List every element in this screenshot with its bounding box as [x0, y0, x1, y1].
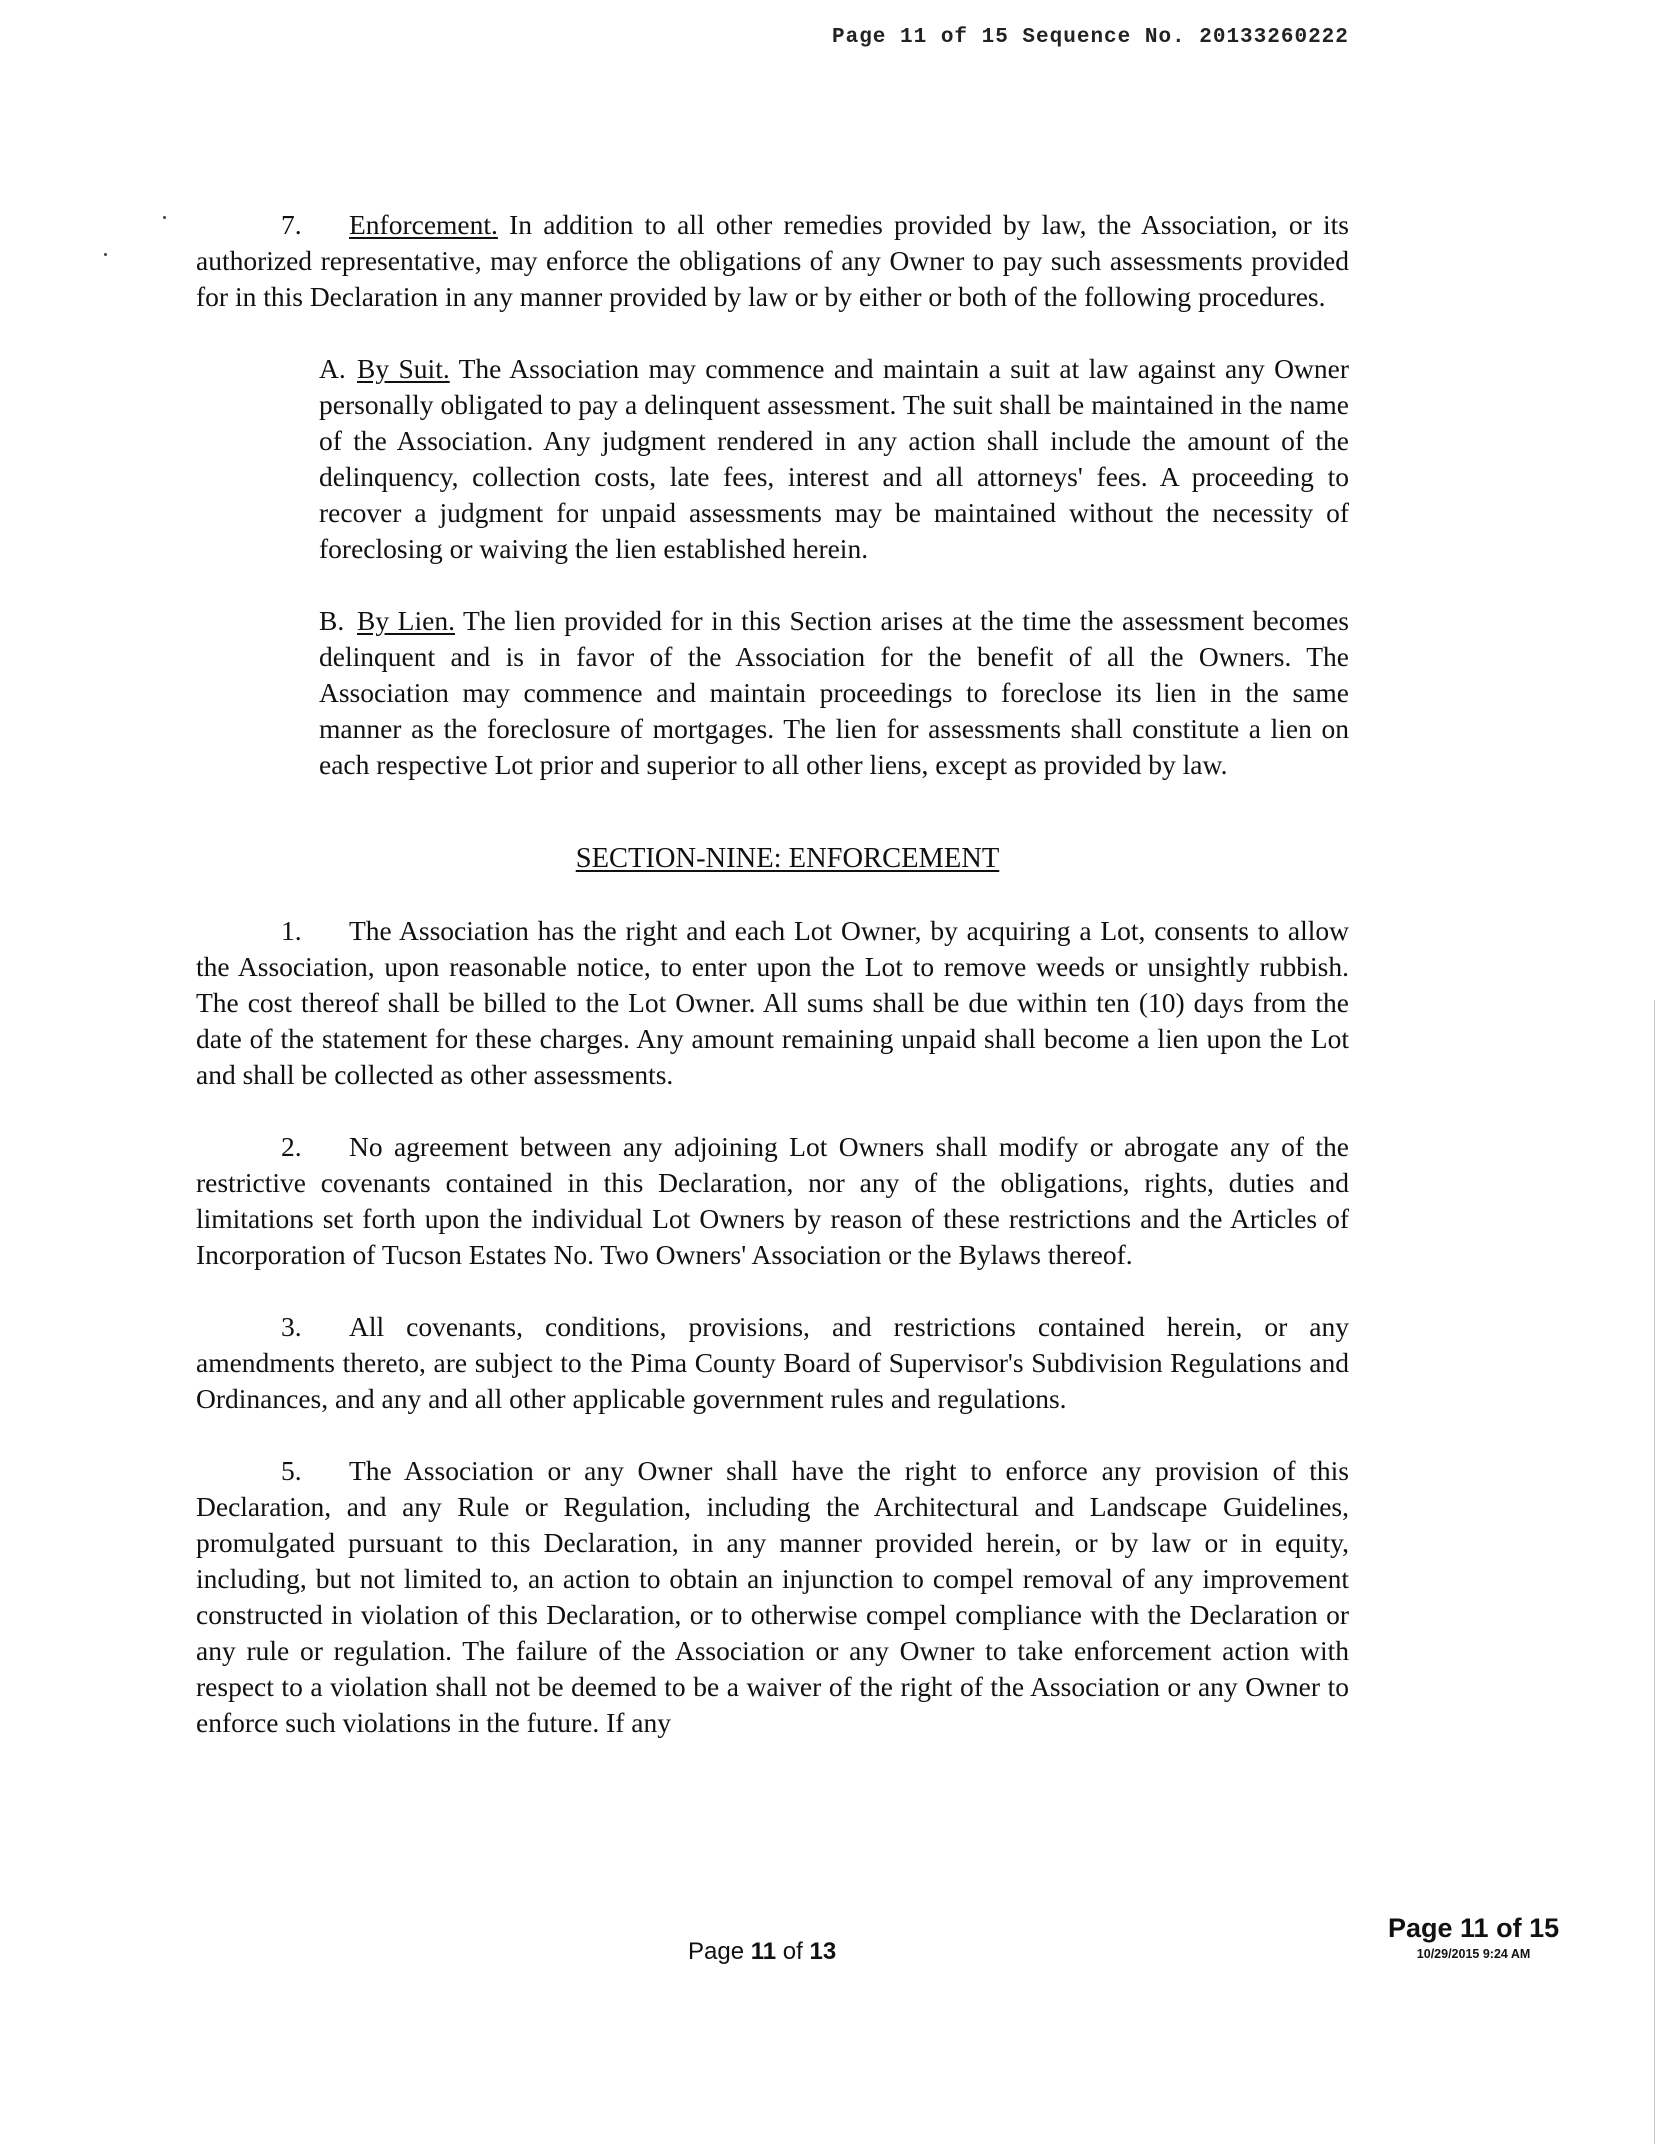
- subparagraph-letter: B.: [319, 605, 345, 636]
- subparagraph-a-by-suit: [319, 351, 1349, 567]
- paragraph-text: All covenants, conditions, provisions, and restrictions contained herein, or any amendments thereto, are subject to the Pima County Board of Supervisor's Subdivision Regulations and Ordinances, and any and all other applicable government rules and regulations.: [196, 1311, 1349, 1414]
- scan-edge-line: [1654, 1000, 1655, 2144]
- recording-stamp-footer: [1388, 1913, 1559, 1961]
- paragraph-text: The Association or any Owner shall have the right to enforce any provision of this Declaration, and any Rule or Regulation, including the Architectural and Landscape Guidelines, promulgated pursuant to this Declaration, in any manner provided herein, or by law or in equity, including, but not limited to, an action to obtain an injunction to compel removal of any improvement constructed in violation of this Declaration, or to otherwise compel compliance with the Declaration or any rule or regulation. The failure of the Association or any Owner to take enforcement action with respect to a violation shall not be deemed to be a waiver of the right of the Association or any Owner to enforce such violations in the future. If any: [196, 1455, 1349, 1738]
- recording-stamp-header: Page 11 of 15 Sequence No. 20133260222: [832, 26, 1349, 49]
- paragraph-number: 5.: [281, 1455, 302, 1486]
- page-of: of: [782, 1938, 803, 1965]
- paragraph-number: 3.: [281, 1311, 302, 1342]
- page-label: Page: [688, 1938, 745, 1965]
- section-heading: [196, 841, 1349, 877]
- scan-speck: [104, 253, 107, 256]
- paragraph-number: 1.: [281, 915, 302, 946]
- subparagraph-text: The lien provided for in this Section arises at the time the assessment becomes delinquent and is in favor of the Association for the benefit of all the Owners. The Association may commence and maintain proceedings to foreclose its lien in the same manner as the foreclosure of mortgages. The lien for assessments shall constitute a lien on each respective Lot prior and superior to all other liens, except as provided by law.: [319, 605, 1349, 780]
- document-page-number: [688, 1938, 836, 1966]
- subparagraph-text: The Association may commence and maintain a suit at law against any Owner personally obligated to pay a delinquent assessment. The suit shall be maintained in the name of the Association. Any judgment rendered in any action shall include the amount of the delinquency, collection costs, late fees, interest and all attorneys' fees. A proceeding to recover a judgment for unpaid assessments may be maintained without the necessity of foreclosing or waiving the lien established herein.: [319, 353, 1350, 564]
- recording-datetime: 10/29/2015 9:24 AM: [1416, 1947, 1531, 1961]
- page-current: 11: [750, 1938, 777, 1965]
- paragraph-text: In addition to all other remedies provided by law, the Association, or its authorized representative, may enforce the obligations of any Owner to pay such assessments provided for in this Declaration in any manner provided by law or by either or both of the following procedures.: [196, 209, 1349, 312]
- paragraph-text: The Association has the right and each Lot Owner, by acquiring a Lot, consents to allow the Association, upon reasonable notice, to enter upon the Lot to remove weeds or unsightly rubbish. The cost thereof shall be billed to the Lot Owner. All sums shall be due within ten (10) days from the date of the statement for these charges. Any amount remaining unpaid shall become a lien upon the Lot and shall be collected as other assessments.: [196, 915, 1349, 1090]
- scan-speck: [163, 216, 166, 219]
- subparagraph-heading: By Lien.: [357, 605, 455, 636]
- paragraph-2: [196, 1129, 1349, 1273]
- subparagraph-letter: A.: [319, 353, 346, 384]
- paragraph-3: [196, 1309, 1349, 1417]
- paragraph-1: [196, 913, 1349, 1093]
- paragraph-number: 2.: [281, 1131, 302, 1162]
- subparagraph-heading: By Suit.: [357, 353, 450, 384]
- paragraph-text: No agreement between any adjoining Lot Owners shall modify or abrogate any of the restrictive covenants contained in this Declaration, nor any of the obligations, rights, duties and limitations set forth upon the individual Lot Owners by reason of these restrictions and the Articles of Incorporation of Tucson Estates No. Two Owners' Association or the Bylaws thereof.: [196, 1131, 1349, 1270]
- paragraph-number: 7.: [281, 209, 302, 240]
- page-total: 13: [809, 1938, 837, 1965]
- recording-page-count: Page 11 of 15: [1388, 1913, 1560, 1943]
- section-heading-text: SECTION-NINE: ENFORCEMENT: [575, 843, 1000, 874]
- paragraph-7-enforcement: [196, 207, 1349, 315]
- paragraph-heading: Enforcement.: [349, 209, 498, 240]
- paragraph-5: [196, 1453, 1349, 1741]
- subparagraph-b-by-lien: [319, 603, 1349, 783]
- document-body: [196, 207, 1349, 1741]
